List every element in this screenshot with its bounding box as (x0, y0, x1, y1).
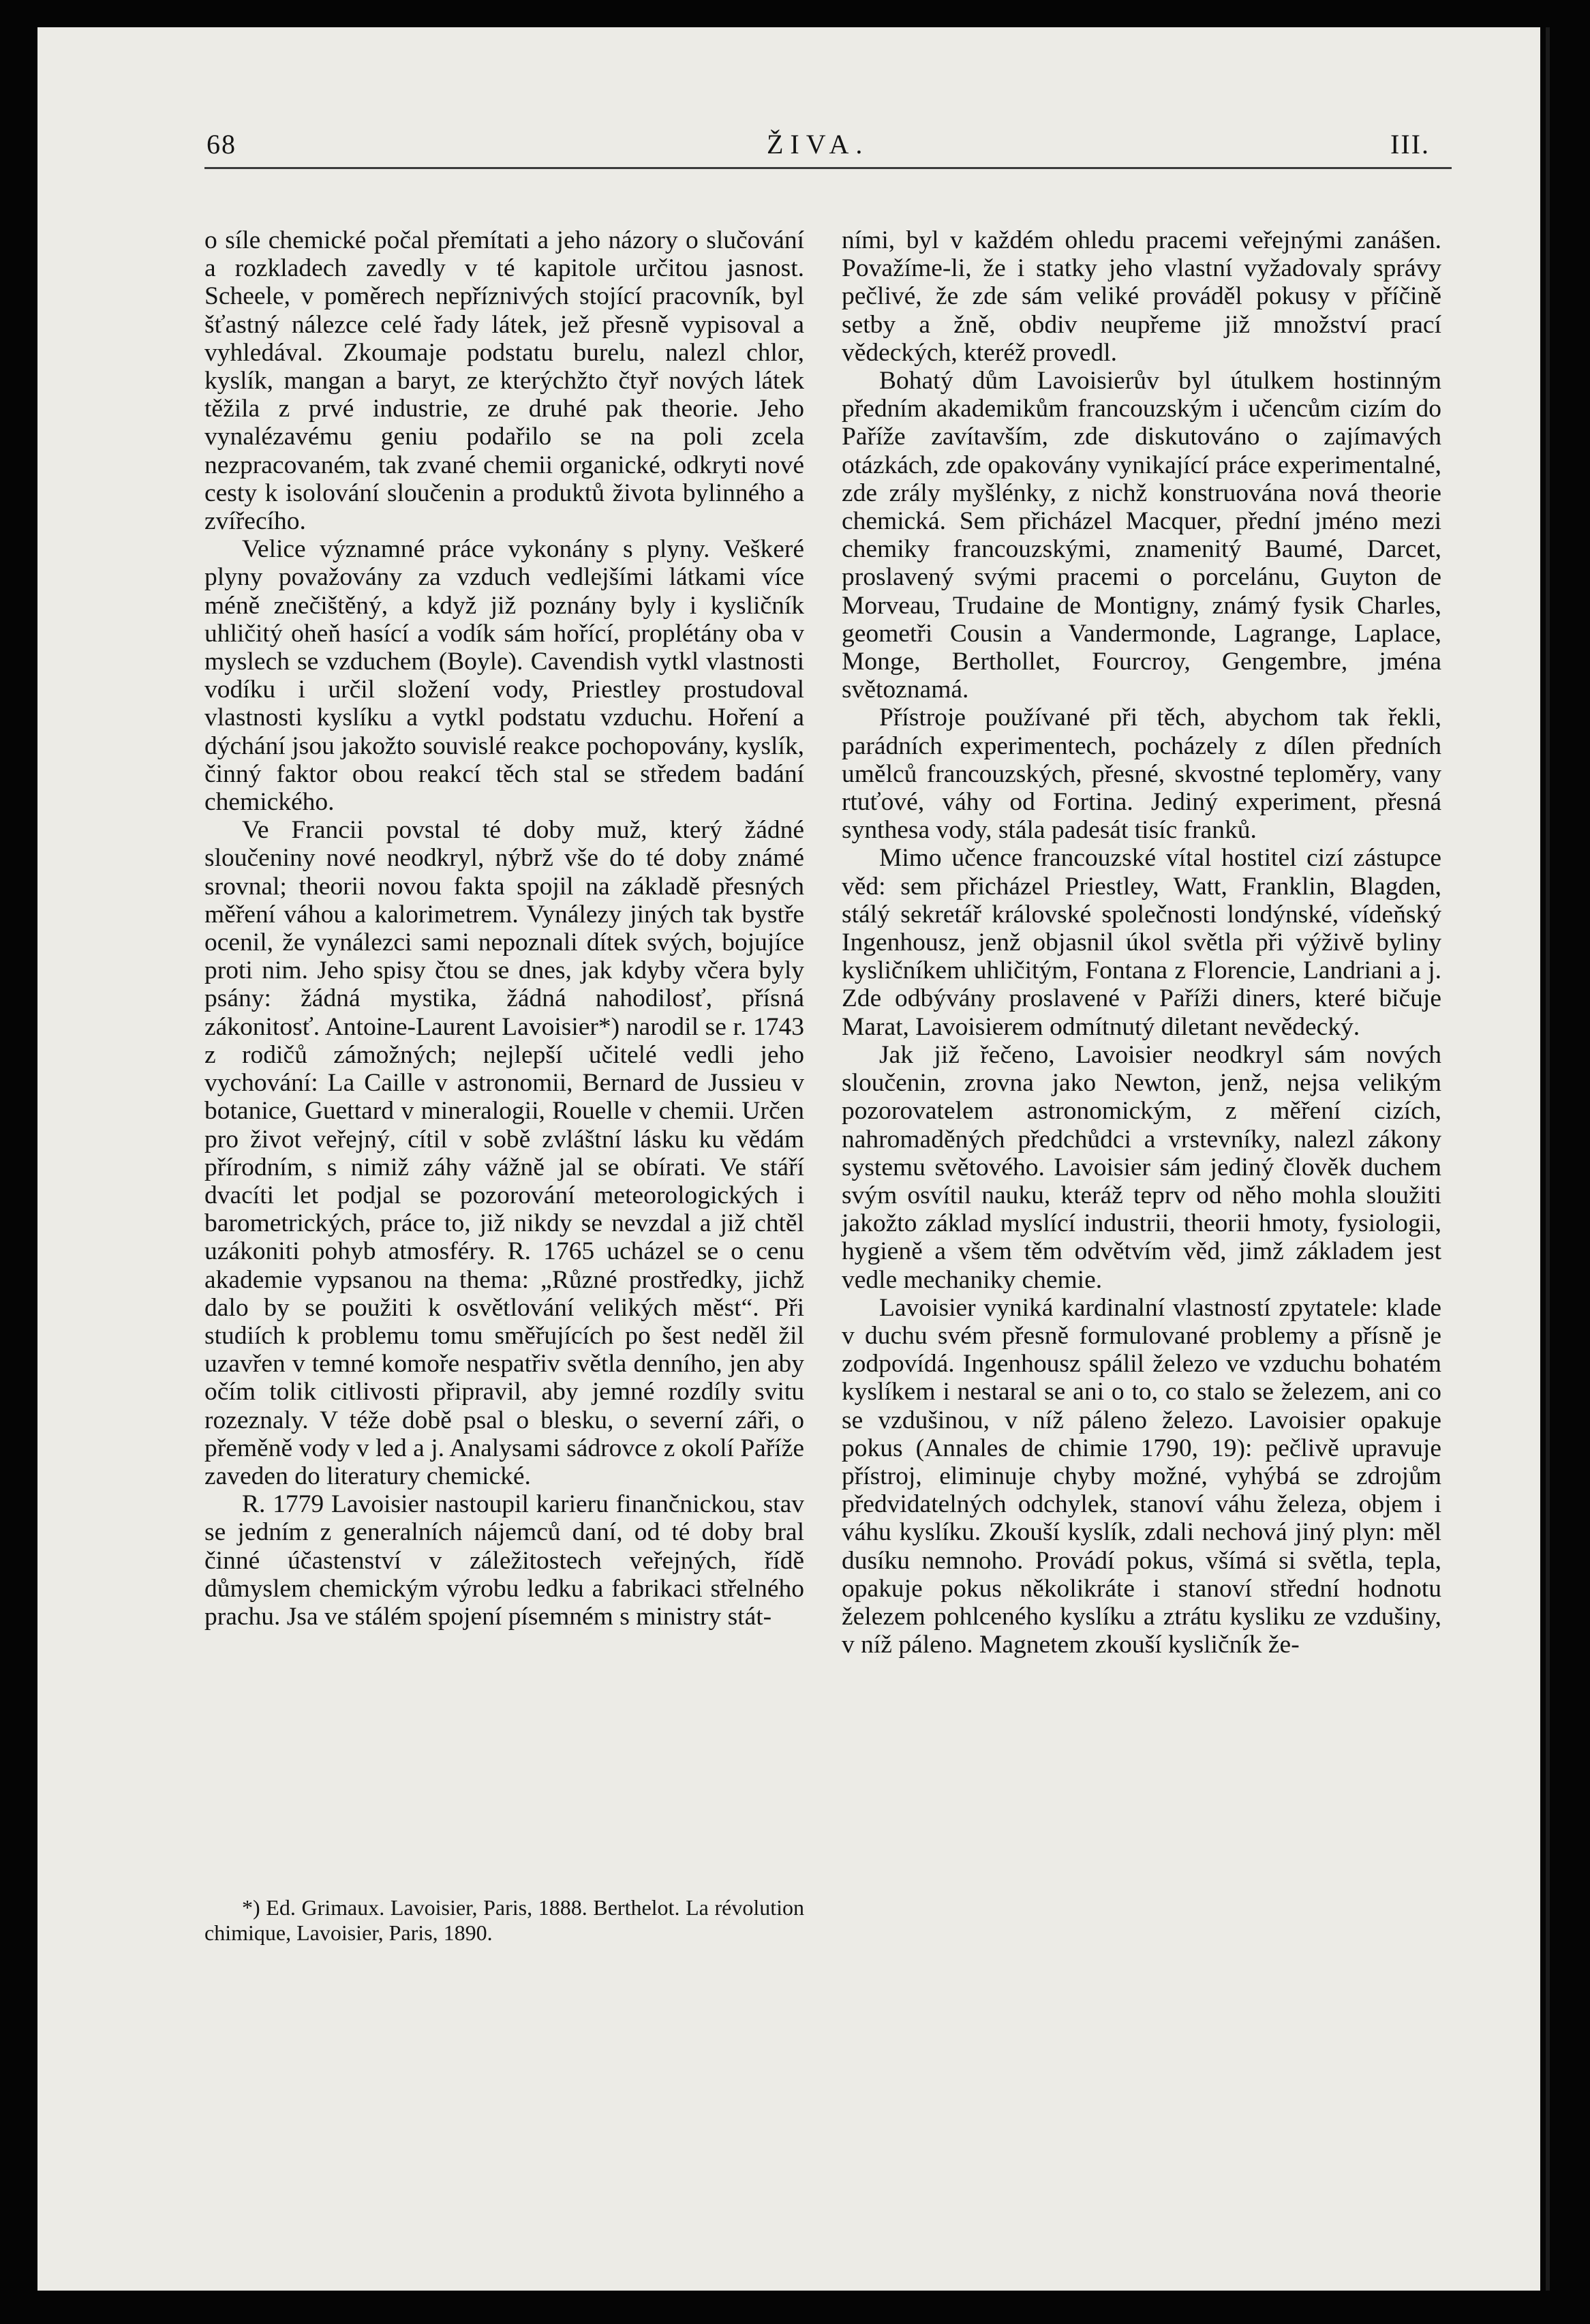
volume-number: III. (1390, 129, 1430, 160)
paragraph: ními, byl v každém ohledu pracemi veřejnými zanášen. Považíme-li, že i statky jeho vlastní vyžadovaly správy pečlivé, že zde sám veliké prováděl pokusy v příčině setby a žně, obdiv neupřeme již množství prací vědeckých, kteréž provedl. (842, 226, 1441, 367)
paragraph: o síle chemické počal přemítati a jeho názory o slučování a rozkladech zavedly v té kapitole určitou jasnost. Scheele, v poměrech nepříznivých stojící pracovník, byl šťastný nálezce celé řady látek, jež přesně vypisoval a vyhledával. Zkoumaje podstatu burelu, nalezl chlor, kyslík, mangan a baryt, ze kterýchžto čtyř nových látek těžila z prvé industrie, ze druhé pak theorie. Jeho vynalézavému geniu podařilo se na poli zcela nezpracovaném, tak zvané chemii organické, odkryti nové cesty k isolování sloučenin a produktů života bylinného a zvířecího. (204, 226, 804, 536)
running-header (37, 115, 1540, 169)
paragraph: R. 1779 Lavoisier nastoupil karieru finančnickou, stav se jedním z generalních nájemců daní, od té doby bral činné účastenství v záležitostech veřejných, řídě důmyslem chemickým výrobu ledku a fabrikaci střelného prachu. Jsa ve stálém spojení písemném s ministry stát- (204, 1490, 804, 1631)
right-column (842, 226, 1441, 1659)
paragraph: Ve Francii povstal té doby muž, který žádné sloučeniny nové neodkryl, nýbrž vše do té doby známé srovnal; theorii novou fakta spojil na základě přesných měření váhou a kalorimetrem. Vynálezy jiných tak bystře ocenil, že vynálezci sami nepoznali dítek svých, bojujíce proti nim. Jeho spisy čtou se dnes, jak kdyby včera byly psány: žádná mystika, žádná nahodilosť, přísná zákonitosť. Antoine-Laurent Lavoisier*) narodil se r. 1743 z rodičů zámožných; nejlepší učitelé vedli jeho vychování: La Caille v astronomii, Bernard de Jussieu v botanice, Guettard v mineralogii, Rouelle v chemii. Určen pro život veřejný, cítil v sobě zvláštní lásku ku vědám přírodním, s nimiž záhy vážně jal se obírati. Ve stáří dvacíti let podjal se pozorování meteorologických i barometrických, práce to, již nikdy se nevzdal a již chtěl uzákoniti pohyb atmosféry. R. 1765 ucházel se o cenu akademie vypsanou na thema: „Různé prostředky, jichž dalo by se použiti k osvětlování velikých měst“. Při studiích k problemu tomu směřujících po šest neděl žil uzavřen v temné komoře nespatřiv světla denního, jen aby očím tolik citlivosti připravil, aby jemné rozdíly svitu rozeznaly. V téže době psal o blesku, o severní záři, o přeměně vody v led a j. Analysami sádrovce z okolí Paříže zaveden do literatury chemické. (204, 816, 804, 1490)
left-column (204, 226, 804, 1631)
paragraph: Bohatý dům Lavoisierův byl útulkem hostinným předním akademikům francouzským i učencům cizím do Paříže zavítavším, zde diskutováno o zajímavých otázkách, zde opakovány vynikající práce experimentalné, zde zrály myšlénky, z nichž konstruována nová theorie chemická. Sem přicházel Macquer, přední jméno mezi chemiky francouzskými, znamenitý Baumé, Darcet, proslavený svými pracemi o porcelánu, Guyton de Morveau, Trudaine de Montigny, známý fysik Charles, geometři Cousin a Vandermonde, Lagrange, Laplace, Monge, Berthollet, Fourcroy, Gengembre, jména světoznamá. (842, 367, 1441, 704)
paragraph: Přístroje používané při těch, abychom tak řekli, parádních experimentech, pocházely z dílen předních umělců francouzských, přesné, skvostné teploměry, vany rtuťové, váhy od Fortina. Jediný experiment, přesná synthesa vody, stála padesát tisíc franků. (842, 704, 1441, 845)
paragraph: Velice významné práce vykonány s plyny. Veškeré plyny považovány za vzduch vedlejšími látkami více méně znečištěný, a když již poznány byly i kysličník uhličitý oheň hasící a vodík sám hořící, proplétány oba v myslech se vzduchem (Boyle). Cavendish vytkl vlastnosti vodíku i určil složení vody, Priestley prostudoval vlastnosti kyslíku a vytkl podstatu vzduchu. Hoření a dýchání jsou jakožto souvislé reakce pochopovány, kyslík, činný faktor obou reakcí těch stal se středem badání chemického. (204, 535, 804, 817)
paragraph: Mimo učence francouzské vítal hostitel cizí zástupce věd: sem přicházel Priestley, Watt, Franklin, Blagden, stálý sekretář královské společnosti londýnské, vídeňský Ingenhousz, jenž objasnil úkol světla při výživě byliny kysličníkem uhličitým, Fontana z Florencie, Landriani a j. Zde odbývány proslavené v Paříži diners, které bičuje Marat, Lavoisierem odmítnutý diletant nevědecký. (842, 844, 1441, 1041)
header-rule (204, 167, 1452, 169)
scan-edge (1546, 27, 1550, 2291)
footnote (204, 1895, 804, 1946)
footnote-text: *) Ed. Grimaux. Lavoisier, Paris, 1888. Berthelot. La révolution chimique, Lavoisier, Paris, 1890. (204, 1895, 804, 1945)
paragraph: Jak již řečeno, Lavoisier neodkryl sám nových sloučenin, zrovna jako Newton, jenž, nejsa velikým pozorovatelem astronomickým, z měření cizích, nahromaděných předchůdci a vrstevníky, nalezl zákony systemu světového. Lavoisier sám jediný člověk duchem svým osvítil nauku, kteráž teprv od něho mohla sloužiti jakožto základ myslící industrii, theorii hmoty, fysiologii, hygieně a všem těm odvětvím věd, jimž základem jest vedle mechaniky chemie. (842, 1040, 1441, 1294)
journal-title: ŽIVA. (767, 129, 870, 160)
journal-page (37, 27, 1540, 2291)
page-number: 68 (207, 129, 236, 160)
paragraph: Lavoisier vyniká kardinalní vlastností zpytatele: klade v duchu svém přesně formulované problemy a přísně je zodpovídá. Ingenhousz spálil železo ve vzduchu bohatém kyslíkem i nestaral se ani o to, co stalo se železem, ani co se vzdušinou, v níž páleno železo. Lavoisier opakuje pokus (Annales de chimie 1790, 19): pečlivě upravuje přístroj, eliminuje chyby možné, vyhýbá se zdrojům předvidatelných odchylek, stanoví váhu železa, objem i váhu kyslíku. Zkouší kyslík, zdali nechová jiný plyn: měl dusíku nemnoho. Provádí pokus, všímá si světla, tepla, opakuje pokus několikráte i stanoví střední hodnotu železem pohlceného kyslíku a ztrátu kysliku ze vzdušiny, v níž páleno. Magnetem zkouší kysličník že- (842, 1293, 1441, 1659)
